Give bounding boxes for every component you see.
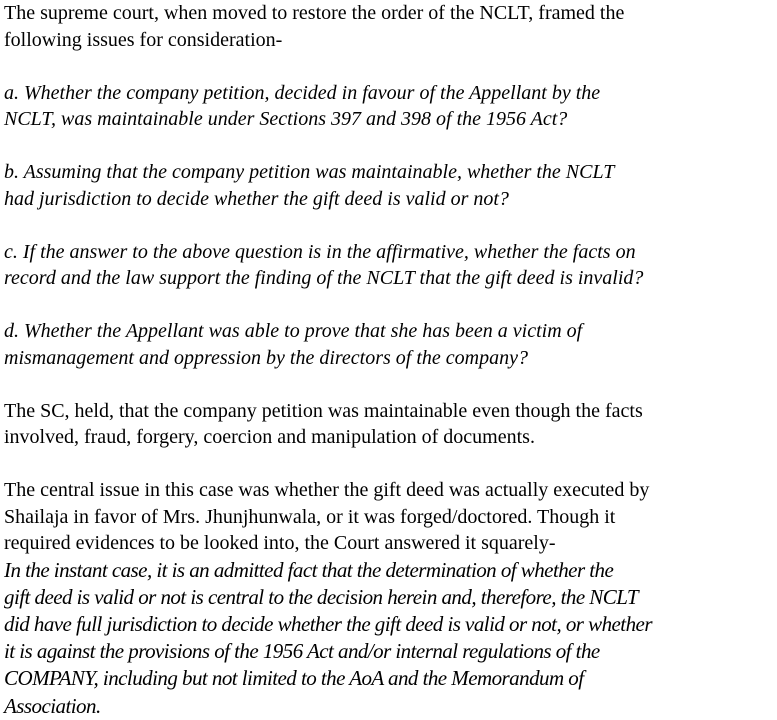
central-issue-paragraph [4, 477, 777, 557]
text-line: a. Whether the company petition, decided in favour of the Appellant by the [4, 81, 601, 104]
text-line: Shailaja in favor of Mrs. Jhunjhunwala, or it was forged/doctored. Though it [4, 505, 616, 528]
text-line: The SC, held, that the company petition was maintainable even though the facts [4, 399, 643, 422]
text-line: The supreme court, when moved to restore the order of the NCLT, framed the [4, 2, 625, 24]
text-line: record and the law support the finding of the NCLT that the gift deed is invalid? [4, 267, 644, 289]
issue-c [4, 239, 777, 292]
text-line: b. Assuming that the company petition was maintainable, whether the NCLT [4, 161, 615, 183]
issue-a [4, 80, 777, 133]
quote-line: In the instant case, it is an admitted fact that the determination of whether the [4, 557, 614, 582]
text-line: mismanagement and oppression by the directors of the company? [4, 346, 528, 369]
text-line: following issues for consideration- [4, 28, 283, 51]
text-line: The central issue in this case was whether the gift deed was actually executed by [4, 479, 650, 501]
document-body [4, 0, 777, 720]
quote-line: did have full jurisdiction to decide whether the gift deed is valid or not, or whether [4, 611, 652, 636]
holding-paragraph [4, 398, 777, 451]
issue-b [4, 159, 777, 212]
court-quote [4, 557, 777, 720]
issue-d [4, 318, 777, 371]
text-line: NCLT, was maintainable under Sections 397 and 398 of the 1956 Act? [4, 108, 568, 130]
intro-paragraph [4, 0, 777, 53]
text-line: d. Whether the Appellant was able to prove that she has been a victim of [4, 320, 583, 342]
text-line: required evidences to be looked into, the Court answered it squarely- [4, 532, 556, 554]
quote-line: COMPANY, including but not limited to the AoA and the Memorandum of [4, 666, 584, 691]
quote-line: Association. [4, 693, 101, 718]
quote-line: gift deed is valid or not is central to the decision herein and, therefore, the NCLT [4, 584, 639, 609]
text-line: had jurisdiction to decide whether the gift deed is valid or not? [4, 187, 509, 210]
text-line: involved, fraud, forgery, coercion and manipulation of documents. [4, 426, 535, 448]
quote-line: it is against the provisions of the 1956 Act and/or internal regulations of the [4, 639, 600, 664]
text-line: c. If the answer to the above question is in the affirmative, whether the facts on [4, 240, 636, 263]
